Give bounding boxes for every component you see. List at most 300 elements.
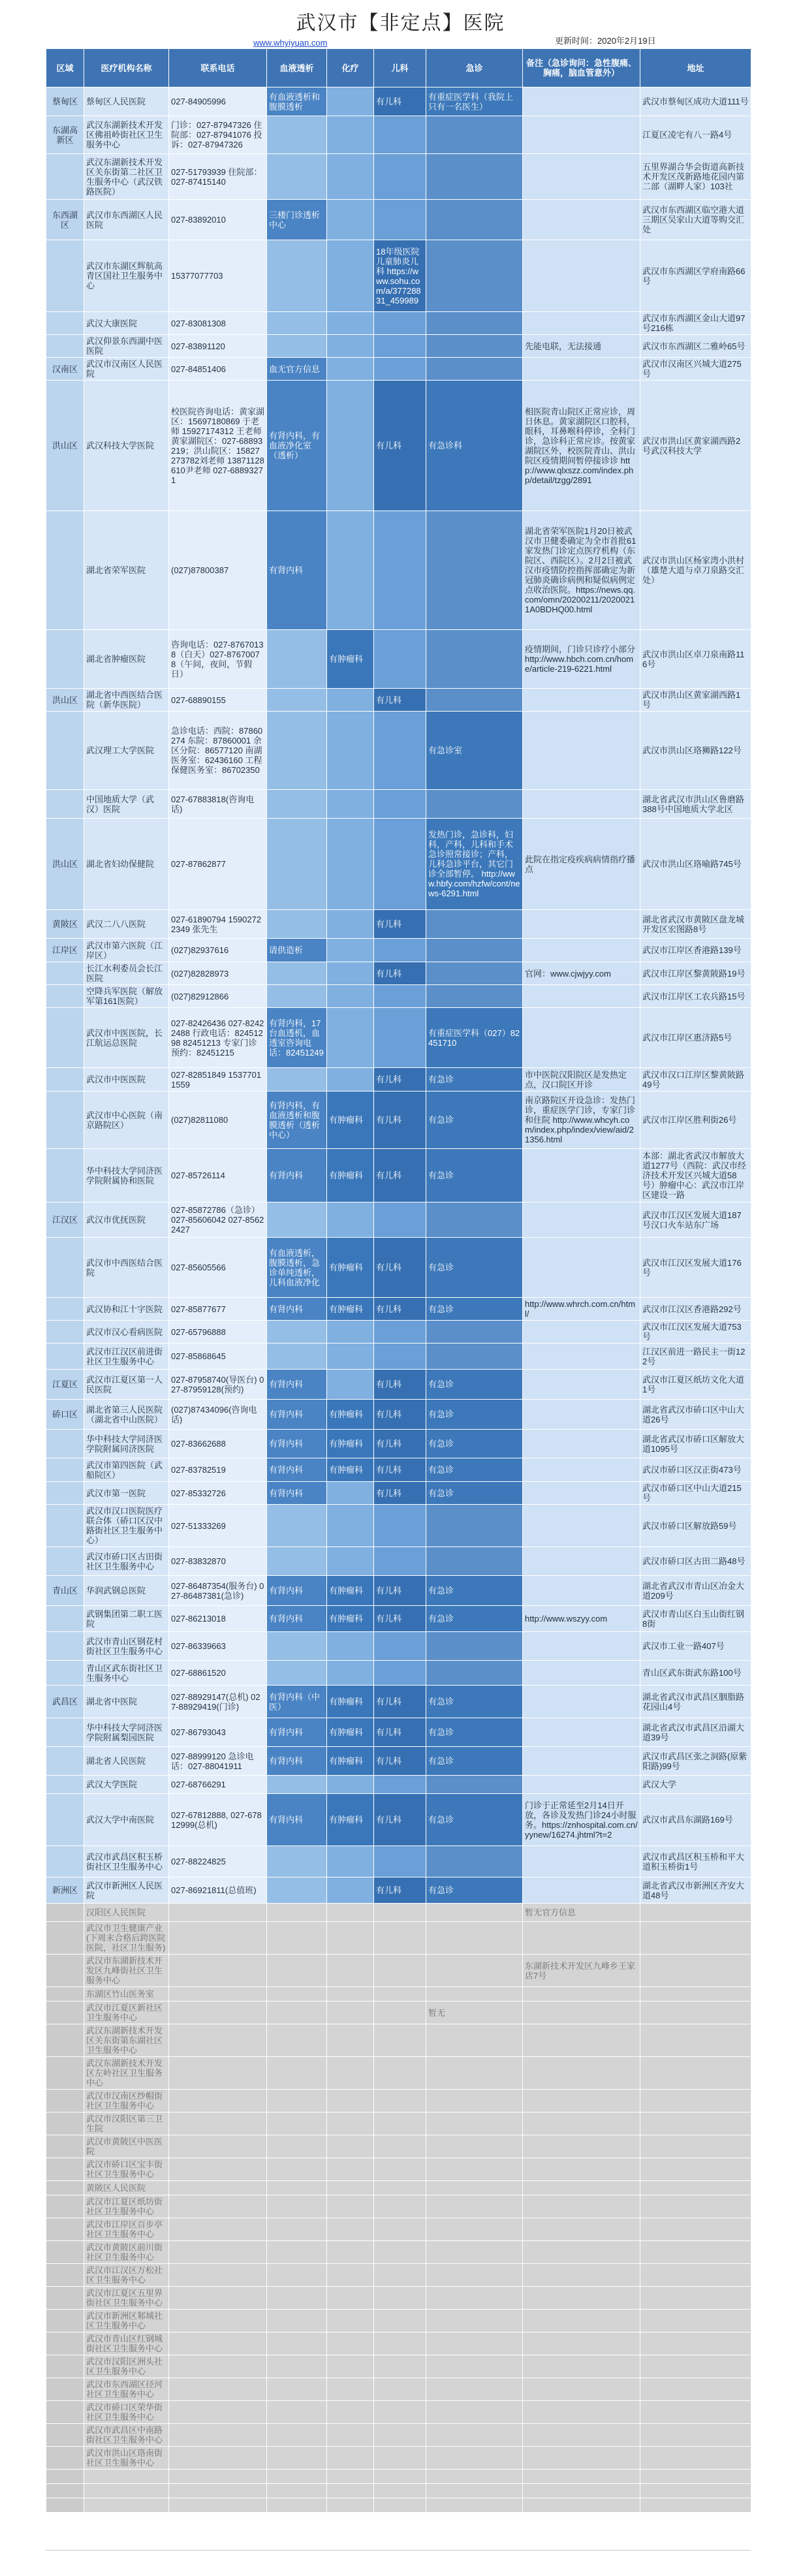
table-row-unverified <box>46 2218 751 2241</box>
note-cell <box>523 1458 640 1482</box>
address-cell <box>640 2287 751 2310</box>
table-row <box>46 1776 751 1794</box>
chemo-cell <box>327 2424 374 2447</box>
hospital-name-cell: 湖北省人民医院 <box>84 1747 169 1776</box>
note-cell <box>523 2002 640 2024</box>
table-row <box>46 1632 751 1661</box>
chemo-cell <box>327 712 374 790</box>
pediatrics-cell <box>374 2135 426 2158</box>
chemo-cell <box>327 1343 374 1370</box>
phone-cell: (027)82811080 <box>169 1092 267 1149</box>
dialysis-cell <box>267 2241 327 2264</box>
note-cell <box>523 200 640 240</box>
emergency-cell: 有急诊室 <box>426 712 523 790</box>
phone-cell: 027-83662688 <box>169 1430 267 1458</box>
hospital-name-cell: 武汉市第一医院 <box>84 1482 169 1505</box>
table-row <box>46 1238 751 1298</box>
dialysis-cell <box>267 1877 327 1904</box>
chemo-cell <box>327 1632 374 1661</box>
chemo-cell <box>327 2218 374 2241</box>
note-cell[interactable]: http://www.wszyy.com <box>523 1606 640 1632</box>
chemo-cell <box>327 2135 374 2158</box>
hospital-name-cell: 武汉东湖新技术开发区佛祖岭街社区卫生服务中心 <box>84 116 169 154</box>
pediatrics-cell <box>374 712 426 790</box>
emergency-cell: 发热门诊，急诊科，妇科，产科，儿科和手术急诊照常接诊；产科，儿科急诊平台，其它门诊全部暂停。 http://www.hbfy.com/hzfw/cont/news-6291.html <box>426 819 523 910</box>
district-cell <box>46 2310 84 2333</box>
pediatrics-cell: 有儿科 <box>374 1430 426 1458</box>
phone-cell: 027-83832870 <box>169 1547 267 1576</box>
district-cell: 东西湖区 <box>46 200 84 240</box>
emergency-cell: 有急诊 <box>426 1092 523 1149</box>
emergency-cell <box>426 2057 523 2090</box>
hospital-name-cell: 武汉市东湖区辉航高青区国社卫生服务中心 <box>84 240 169 312</box>
note-cell <box>523 1430 640 1458</box>
address-cell: 武汉市硚口区古田二路48号 <box>640 1547 751 1576</box>
emergency-cell <box>426 1904 523 1922</box>
address-cell: 江夏区凌宅有八一路4号 <box>640 116 751 154</box>
chemo-cell <box>327 87 374 116</box>
phone-cell <box>169 2401 267 2424</box>
table-row <box>46 1846 751 1877</box>
phone-cell: 027-61890794 15902722349 张先生 <box>169 910 267 939</box>
hospital-name-cell: 武汉市汉口医院医疗联合体（硚口区汉中路街社区卫生服务中心） <box>84 1505 169 1547</box>
note-cell <box>523 116 640 154</box>
chemo-cell <box>327 2287 374 2310</box>
phone-cell <box>169 2310 267 2333</box>
note-cell <box>523 1149 640 1202</box>
chemo-cell <box>327 790 374 819</box>
table-row <box>46 1482 751 1505</box>
hospital-name-cell: 武汉市江夏区第一人民医院 <box>84 1370 169 1400</box>
address-cell: 湖北省武汉市硚口区解放大道1095号 <box>640 1430 751 1458</box>
hospital-name-cell: 武汉市汉阳区洲头社区卫生服务中心 <box>84 2355 169 2378</box>
pediatrics-cell <box>374 116 426 154</box>
phone-cell: 027-85332726 <box>169 1482 267 1505</box>
note-cell[interactable]: 南京路院区开设急诊：发热门诊，重症医学门诊，专家门诊和住院 http://www.whcyh.com/index.php/index/view/aid/21356.html <box>523 1092 640 1149</box>
phone-cell <box>169 2024 267 2057</box>
dialysis-cell: 有肾内科 <box>267 1718 327 1747</box>
hospital-name-cell: 武汉东湖新技术开发区关东街第东湖社区卫生服务中心 <box>84 2024 169 2057</box>
hospital-name-cell: 蔡甸区人民医院 <box>84 87 169 116</box>
table-row <box>46 1661 751 1686</box>
emergency-cell: 有急诊 <box>426 1686 523 1718</box>
district-cell <box>46 2181 84 2195</box>
table-row <box>46 1400 751 1430</box>
note-cell <box>523 2113 640 2135</box>
hospital-name-cell: 武汉市新洲区人民医院 <box>84 1877 169 1904</box>
hospital-name-cell: 武汉市江汉区万松社区卫生服务中心 <box>84 2264 169 2287</box>
hospital-name-cell: 华中科技大学同济医学院附属梨园医院 <box>84 1718 169 1747</box>
address-cell <box>640 2057 751 2090</box>
district-cell: 硚口区 <box>46 1400 84 1430</box>
dialysis-cell: 有肾内科 <box>267 1576 327 1606</box>
table-row-unverified <box>46 1955 751 1987</box>
chemo-cell <box>327 381 374 511</box>
note-cell <box>523 1776 640 1794</box>
chemo-cell: 有肿瘤科 <box>327 1686 374 1718</box>
pediatrics-cell: 有儿科 <box>374 1718 426 1747</box>
emergency-cell <box>426 2264 523 2287</box>
hospital-name-cell: 武汉市洪山区珞南街社区卫生服务中心 <box>84 2447 169 2470</box>
note-cell <box>523 1238 640 1298</box>
note-cell <box>523 1321 640 1343</box>
dialysis-cell: 有肾内科 <box>267 511 327 630</box>
address-cell: 武汉市江汉区发展大道753号 <box>640 1321 751 1343</box>
pediatrics-cell: 有儿科 <box>374 1092 426 1149</box>
note-cell <box>523 2057 640 2090</box>
pediatrics-cell: 有儿科 <box>374 910 426 939</box>
hospital-name-cell: 武汉东湖新技术开发区关东街第二社区卫生服务中心（武汉铁路医院） <box>84 154 169 200</box>
col-pediatrics: 儿科 <box>374 49 426 87</box>
table-row-unverified <box>46 2002 751 2024</box>
hospital-name-cell: 武汉市武昌区积玉桥街社区卫生服务中心 <box>84 1846 169 1877</box>
table-row <box>46 240 751 312</box>
phone-cell: 027-84851406 <box>169 358 267 381</box>
address-cell: 武汉市洪山区黄家湖西路1号 <box>640 689 751 712</box>
pediatrics-cell <box>374 358 426 381</box>
dialysis-cell <box>267 2355 327 2378</box>
note-cell: 市中医院汉阳院区是发热定点，汉口院区开诊 <box>523 1068 640 1092</box>
address-cell <box>640 1904 751 1922</box>
pediatrics-cell <box>374 154 426 200</box>
dialysis-cell: 有血液透析和腹膜透析 <box>267 87 327 116</box>
address-cell: 江汉区前进一路民主一街122号 <box>640 1343 751 1370</box>
district-cell <box>46 2333 84 2355</box>
dialysis-cell <box>267 2135 327 2158</box>
phone-cell: 咨询电话：027-87670138（白天）027-87670078（午间，夜间，节假日） <box>169 630 267 689</box>
dialysis-cell <box>267 1632 327 1661</box>
chemo-cell <box>327 1877 374 1904</box>
chemo-cell <box>327 200 374 240</box>
pediatrics-cell <box>374 1922 426 1955</box>
note-cell: 暂无官方信息 <box>523 1904 640 1922</box>
note-cell <box>523 689 640 712</box>
dialysis-cell <box>267 2218 327 2241</box>
emergency-cell: 有急诊 <box>426 1458 523 1482</box>
address-cell <box>640 2401 751 2424</box>
table-row-unverified <box>46 2378 751 2401</box>
hospital-name-cell: 武汉市汉南区人民医院 <box>84 358 169 381</box>
district-cell: 东湖高新区 <box>46 116 84 154</box>
table-row <box>46 1370 751 1400</box>
address-cell: 武汉市汉口江岸区黎黄陂路49号 <box>640 1068 751 1092</box>
district-cell <box>46 1430 84 1458</box>
table-row <box>46 939 751 962</box>
emergency-cell <box>426 1987 523 2002</box>
pediatrics-cell <box>374 2218 426 2241</box>
dialysis-cell <box>267 1776 327 1794</box>
note-cell <box>523 2287 640 2310</box>
phone-cell: 027-82426436 027-82422488 行政电话：82451298 82451213 专家门诊预约：82451215 <box>169 1008 267 1068</box>
hospital-name-cell: 武汉市硚口区荣华街社区卫生服务中心 <box>84 2401 169 2424</box>
note-cell <box>523 2401 640 2424</box>
district-cell <box>46 712 84 790</box>
pediatrics-cell: 有儿科 <box>374 87 426 116</box>
address-cell <box>640 2135 751 2158</box>
hospital-name-cell: 武汉二八八医院 <box>84 910 169 939</box>
phone-cell <box>169 1955 267 1987</box>
dialysis-cell: 有肾内科 <box>267 1370 327 1400</box>
phone-cell <box>169 2470 267 2484</box>
note-cell <box>523 312 640 335</box>
note-cell <box>523 2447 640 2470</box>
emergency-cell: 有急诊 <box>426 1238 523 1298</box>
hospital-name-cell: 武汉市硚口区古田街社区卫生服务中心 <box>84 1547 169 1576</box>
dialysis-cell <box>267 2333 327 2355</box>
table-row <box>46 1606 751 1632</box>
table-row-unverified <box>46 2264 751 2287</box>
district-cell: 江汉区 <box>46 1202 84 1238</box>
note-cell <box>523 1686 640 1718</box>
chemo-cell <box>327 2002 374 2024</box>
hospital-name-cell: 武汉市江岸区百步亭社区卫生服务中心 <box>84 2218 169 2241</box>
table-row-unverified <box>46 2135 751 2158</box>
address-cell: 武汉市江岸区香港路139号 <box>640 939 751 962</box>
pediatrics-cell <box>374 630 426 689</box>
note-cell <box>523 1547 640 1576</box>
emergency-cell <box>426 200 523 240</box>
address-cell: 武汉市洪山区珞狮路122号 <box>640 712 751 790</box>
address-cell: 武汉市蔡甸区成功大道111号 <box>640 87 751 116</box>
pediatrics-cell <box>374 2333 426 2355</box>
pediatrics-cell <box>374 2310 426 2333</box>
note-cell: 此院在指定疫疾病病情指疗播点 <box>523 819 640 910</box>
emergency-cell <box>426 2355 523 2378</box>
note-cell <box>523 1343 640 1370</box>
emergency-cell <box>426 790 523 819</box>
note-cell[interactable]: 相医院青山院区正常应诊，周日休息。黄家湖院区口腔科，眼科，耳鼻喉科停诊，全科门诊，急诊科正常应诊。按黄家湖院区外，校医院青山、洪山院区疫情期间暂停接诊诊 http://www.qlxszz.com/index.php/detail/tzgg/2891 <box>523 381 640 511</box>
table-row-unverified <box>46 2333 751 2355</box>
district-cell <box>46 2090 84 2113</box>
note-cell <box>523 2090 640 2113</box>
table-row <box>46 1092 751 1149</box>
table-row-unverified <box>46 2310 751 2333</box>
table-row-unverified <box>46 1904 751 1922</box>
pediatrics-cell <box>374 1505 426 1547</box>
emergency-cell: 暂无 <box>426 2002 523 2024</box>
dialysis-cell <box>267 2470 327 2484</box>
address-cell: 本部：湖北省武汉市解放大道1277号（西院：武汉市经济技术开发区兴城大道58号）肿瘤中心：武汉市江岸区建设一路 <box>640 1149 751 1202</box>
note-cell <box>523 2498 640 2513</box>
note-cell[interactable]: 湖北省荣军医院1月20日被武汉市卫健委确定为全市首批61家发热门诊定点医疗机构（东院区、西院区）。2月2日被武汉市疫情防控指挥部确定为新冠肺炎确诊病例和疑似病例定点收治医院。https://news.qq.com/omn/20200211/20200211A0BDHQ00.html <box>523 511 640 630</box>
emergency-cell <box>426 312 523 335</box>
phone-cell: 027-67812888, 027-67812999(总机) <box>169 1794 267 1846</box>
hospital-name-cell: 东湖区竹山医务室 <box>84 1987 169 2002</box>
phone-cell: 027-85877677 <box>169 1298 267 1321</box>
emergency-cell: 有重症医学科（我院上只有一名医生） <box>426 87 523 116</box>
address-cell: 武汉市东西湖区二雅岭65号 <box>640 335 751 358</box>
district-cell <box>46 1343 84 1370</box>
address-cell <box>640 2195 751 2218</box>
pediatrics-cell <box>374 2401 426 2424</box>
pediatrics-cell: 有儿科 <box>374 1794 426 1846</box>
district-cell <box>46 1661 84 1686</box>
dialysis-cell <box>267 2195 327 2218</box>
hospital-name-cell <box>84 2498 169 2513</box>
emergency-cell <box>426 335 523 358</box>
hospital-name-cell: 武汉市新洲区邾城社区卫生服务中心 <box>84 2310 169 2333</box>
dialysis-cell <box>267 1505 327 1547</box>
chemo-cell: 有肿瘤科 <box>327 1238 374 1298</box>
phone-cell <box>169 2447 267 2470</box>
district-cell <box>46 1794 84 1846</box>
dialysis-cell <box>267 1547 327 1576</box>
emergency-cell: 有急诊 <box>426 1149 523 1202</box>
dialysis-cell: 有肾内科，有血液净化室（透析） <box>267 381 327 511</box>
chemo-cell <box>327 1505 374 1547</box>
emergency-cell: 有急诊 <box>426 1576 523 1606</box>
dialysis-cell: 有肾内科 <box>267 1430 327 1458</box>
pediatrics-cell: 有儿科 <box>374 1686 426 1718</box>
col-tel: 联系电话 <box>169 49 267 87</box>
emergency-cell <box>426 1202 523 1238</box>
emergency-cell <box>426 2498 523 2513</box>
note-cell <box>523 2024 640 2057</box>
phone-cell <box>169 2218 267 2241</box>
note-cell <box>523 2241 640 2264</box>
district-cell <box>46 2113 84 2135</box>
note-cell[interactable]: 门诊于正常延至2月14日开放，各诊及发热门诊24小时服务。https://znhospital.com.cn/yynew/16274.jhtml?t=2 <box>523 1794 640 1846</box>
chemo-cell <box>327 1068 374 1092</box>
pediatrics-cell <box>374 2181 426 2195</box>
pediatrics-cell <box>374 1661 426 1686</box>
note-cell <box>523 790 640 819</box>
hospital-name-cell: 武汉市青山区钢花村街社区卫生服务中心 <box>84 1632 169 1661</box>
hospital-name-cell: 武汉市硚口区宝丰街社区卫生服务中心 <box>84 2158 169 2181</box>
phone-cell <box>169 2241 267 2264</box>
table-row <box>46 116 751 154</box>
address-cell <box>640 2113 751 2135</box>
pediatrics-cell: 有儿科 <box>374 1238 426 1298</box>
emergency-cell <box>426 2135 523 2158</box>
chemo-cell <box>327 1202 374 1238</box>
hospital-name-cell: 武汉市汉阳区第三卫生院 <box>84 2113 169 2135</box>
pediatrics-cell: 有儿科 <box>374 1747 426 1776</box>
dialysis-cell <box>267 2424 327 2447</box>
table-row <box>46 511 751 630</box>
note-cell <box>523 1846 640 1877</box>
phone-cell <box>169 2113 267 2135</box>
district-cell <box>46 630 84 689</box>
hospital-name-cell: 武汉市江夏区五里界街社区卫生服务中心 <box>84 2287 169 2310</box>
district-cell <box>46 2498 84 2513</box>
phone-cell: (027)87434096(咨询电话) <box>169 1400 267 1430</box>
table-row <box>46 1794 751 1846</box>
dialysis-cell <box>267 2024 327 2057</box>
chemo-cell <box>327 962 374 985</box>
dialysis-cell: 有肾内科 <box>267 1400 327 1430</box>
table-row <box>46 1458 751 1482</box>
chemo-cell <box>327 2113 374 2135</box>
pediatrics-cell <box>374 2158 426 2181</box>
hospital-name-cell <box>84 2484 169 2498</box>
district-cell <box>46 2470 84 2484</box>
site-link[interactable]: www.whyiyuan.com <box>253 38 328 48</box>
note-cell[interactable]: http://www.whrch.com.cn/html/ <box>523 1298 640 1321</box>
address-cell: 武汉市江岸区惠济路5号 <box>640 1008 751 1068</box>
district-cell <box>46 2241 84 2264</box>
table-row <box>46 1321 751 1343</box>
table-row <box>46 1202 751 1238</box>
note-cell <box>523 1576 640 1606</box>
emergency-cell <box>426 630 523 689</box>
district-cell: 青山区 <box>46 1576 84 1606</box>
district-cell <box>46 1904 84 1922</box>
pediatrics-cell <box>374 819 426 910</box>
chemo-cell <box>327 1846 374 1877</box>
district-cell <box>46 1747 84 1776</box>
phone-cell: 急诊电话：西院：87860274 东院：87860001 余区分院：86577120 南湖医务室：62436160 工程保健医务室：86702350 <box>169 712 267 790</box>
hospital-name-cell: 湖北省中医院 <box>84 1686 169 1718</box>
address-cell <box>640 2355 751 2378</box>
emergency-cell <box>426 1955 523 1987</box>
hospital-name-cell: 武汉市东西湖区径河社区卫生服务中心 <box>84 2378 169 2401</box>
district-cell: 江岸区 <box>46 939 84 962</box>
emergency-cell <box>426 2195 523 2218</box>
dialysis-cell <box>267 116 327 154</box>
chemo-cell <box>327 2470 374 2484</box>
note-cell <box>523 2218 640 2241</box>
phone-cell <box>169 2135 267 2158</box>
dialysis-cell <box>267 2181 327 2195</box>
district-cell <box>46 1776 84 1794</box>
dialysis-cell <box>267 2158 327 2181</box>
dialysis-cell <box>267 1904 327 1922</box>
table-row <box>46 819 751 910</box>
table-row-unverified <box>46 2424 751 2447</box>
chemo-cell: 有肿瘤科 <box>327 1149 374 1202</box>
chemo-cell: 有肿瘤科 <box>327 1298 374 1321</box>
table-row <box>46 712 751 790</box>
note-cell <box>523 1661 640 1686</box>
district-cell <box>46 312 84 335</box>
dialysis-cell <box>267 1202 327 1238</box>
phone-cell <box>169 1922 267 1955</box>
dialysis-cell <box>267 2447 327 2470</box>
hospital-name-cell: 长江水利委员会长江医院 <box>84 962 169 985</box>
address-cell <box>640 2002 751 2024</box>
chemo-cell <box>327 985 374 1008</box>
phone-cell <box>169 2002 267 2024</box>
note-cell <box>523 910 640 939</box>
district-cell <box>46 962 84 985</box>
chemo-cell: 有肿瘤科 <box>327 1747 374 1776</box>
emergency-cell: 有急诊 <box>426 1430 523 1458</box>
note-cell <box>523 1505 640 1547</box>
chemo-cell: 有肿瘤科 <box>327 1794 374 1846</box>
phone-cell <box>169 2195 267 2218</box>
table-row-unverified <box>46 2181 751 2195</box>
dialysis-cell: 有肾内科 <box>267 1747 327 1776</box>
note-cell <box>523 985 640 1008</box>
address-cell <box>640 2333 751 2355</box>
address-cell <box>640 2218 751 2241</box>
note-cell[interactable]: 疫情期间，门诊只诊疗小部分 http://www.hbch.com.cn/home/article-219-6221.html <box>523 630 640 689</box>
phone-cell: 027-87862877 <box>169 819 267 910</box>
chemo-cell <box>327 2333 374 2355</box>
emergency-cell: 有急诊 <box>426 1370 523 1400</box>
district-cell: 洪山区 <box>46 819 84 910</box>
district-cell <box>46 2355 84 2378</box>
district-cell: 江夏区 <box>46 1370 84 1400</box>
phone-cell <box>169 2355 267 2378</box>
phone-cell <box>169 2158 267 2181</box>
note-cell <box>523 2264 640 2287</box>
phone-cell <box>169 2484 267 2498</box>
emergency-cell: 有急诊 <box>426 1718 523 1747</box>
emergency-cell <box>426 2158 523 2181</box>
hospital-name-cell: 武汉科技大学医院 <box>84 381 169 511</box>
